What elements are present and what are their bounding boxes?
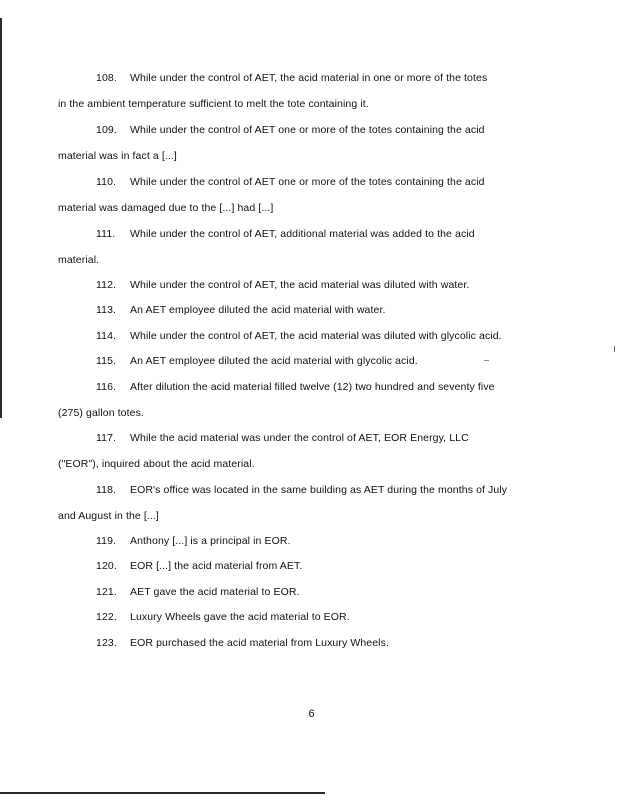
paragraph-number: 122.	[96, 611, 117, 623]
paragraph-text-continued: material.	[58, 254, 100, 266]
paragraph-text-continued: material was damaged due to the [...] had [...]	[58, 202, 274, 214]
paragraph-text: EOR [...] the acid material from AET.	[130, 560, 303, 572]
paragraph-number: 113.	[96, 304, 117, 316]
paragraph-number: 119.	[96, 535, 117, 547]
scan-edge-bottom	[0, 792, 325, 794]
paragraph-number: 120.	[96, 560, 117, 572]
paragraph-text: While under the control of AET one or more of the totes containing the acid	[130, 124, 485, 136]
paragraph-text-continued: and August in the [...]	[58, 510, 159, 522]
paragraph-text: An AET employee diluted the acid material with glycolic acid.	[130, 355, 418, 367]
paragraph-text-continued: in the ambient temperature sufficient to melt the tote containing it.	[58, 98, 369, 110]
paragraph-number: 115.	[96, 355, 117, 367]
paragraph-text: While under the control of AET, the acid material in one or more of the totes	[130, 72, 488, 84]
paragraph-number: 117.	[96, 432, 117, 444]
page-number: 6	[308, 708, 315, 720]
paragraph-number: 111.	[96, 228, 116, 240]
paragraph-number: 110.	[96, 176, 117, 188]
paragraph-text: While under the control of AET, additional material was added to the acid	[130, 228, 475, 240]
paragraph-text: While under the control of AET, the acid material was diluted with water.	[130, 279, 470, 291]
paragraph-number: 108.	[96, 72, 117, 84]
paragraph-text: An AET employee diluted the acid material with water.	[130, 304, 386, 316]
paragraph-number: 112.	[96, 279, 117, 291]
paragraph-text: EOR's office was located in the same building as AET during the months of July	[130, 484, 508, 496]
paragraph-number: 123.	[96, 637, 117, 649]
paragraph-number: 109.	[96, 124, 117, 136]
paragraph-text: AET gave the acid material to EOR.	[130, 586, 300, 598]
paragraph-text-continued: ("EOR"), inquired about the acid material.	[58, 458, 255, 470]
paragraph-number: 118.	[96, 484, 117, 496]
paragraph-number: 116.	[96, 381, 117, 393]
paragraph-number: 114.	[96, 330, 117, 342]
paragraph-text: While under the control of AET, the acid material was diluted with glycolic acid.	[130, 330, 502, 342]
paragraph-text: EOR purchased the acid material from Luxury Wheels.	[130, 637, 389, 649]
paragraph-text-continued: (275) gallon totes.	[58, 407, 144, 419]
paragraph-text: While under the control of AET one or more of the totes containing the acid	[130, 176, 485, 188]
paragraph-text: After dilution the acid material filled twelve (12) two hundred and seventy five	[130, 381, 495, 393]
paragraph-number: 121.	[96, 586, 117, 598]
paragraph-text: Anthony [...] is a principal in EOR.	[130, 535, 291, 547]
paragraph-text: Luxury Wheels gave the acid material to EOR.	[130, 611, 350, 623]
paragraph-text-continued: material was in fact a [...]	[58, 150, 177, 162]
paragraph-text: While the acid material was under the control of AET, EOR Energy, LLC	[130, 432, 469, 444]
